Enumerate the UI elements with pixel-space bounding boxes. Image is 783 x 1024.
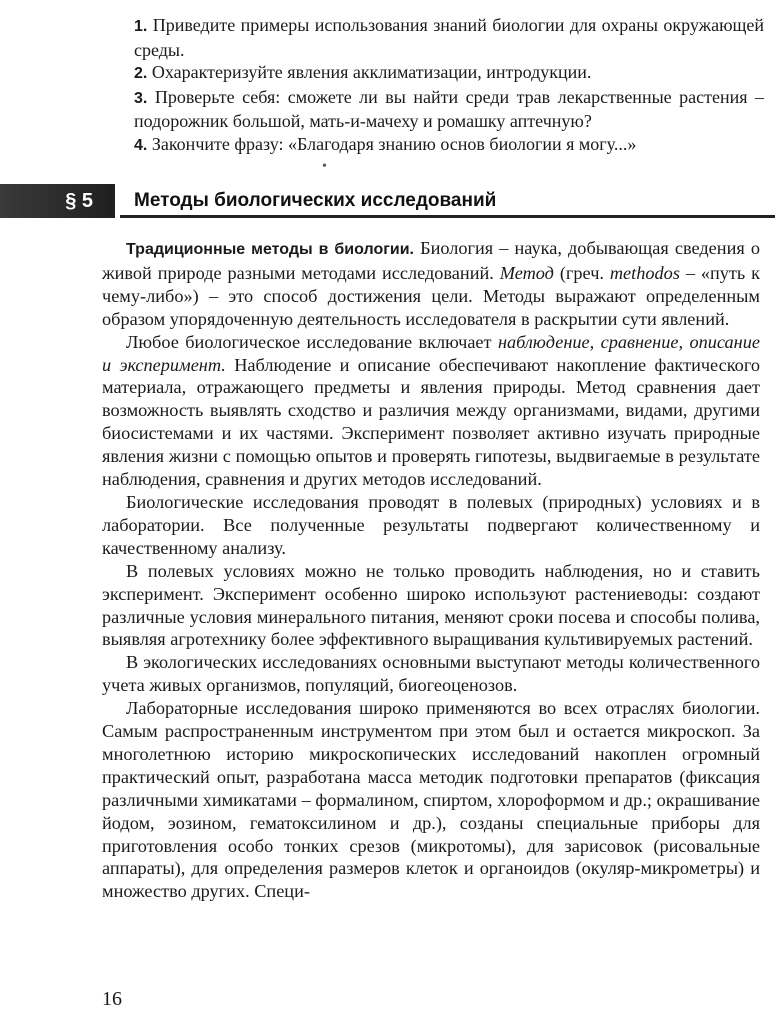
decorative-dot: •: [322, 159, 327, 174]
paragraph: Традиционные методы в биологии. Биология – наука, добывающая сведения о живой природе разными методами исследований. Метод (греч. methodos – «путь к чему-либо») – это способ достижения цели. Методы выражают определенным образом упорядоченную деятельность исследователя в раскрытии сути явлений.: [102, 238, 761, 329]
question-item: 4. Закончите фразу: «Благодаря знанию основ биологии я могу...»: [134, 133, 637, 154]
paragraph: Лабораторные исследования широко применяются во всех отраслях биологии. Самым распространенным инструментом при этом был и остается микроскоп. За многолетнюю историю микроскопических исследований накоплен огромный практический опыт, разработана масса методик подготовки препаратов (фиксация различными химикатами – формалином, спиртом, хлороформом и др.; окрашивание йодом, эозином, гематоксилином и др.), созданы специальные приборы для приготовления особо тонких срезов (микротомы), для зарисовок (рисовальные аппараты), для определения размеров клеток и органоидов (окуляр-микрометры) и множество других. Специ-: [102, 698, 760, 902]
review-questions: [134, 14, 764, 158]
question-item: 3. Проверьте себя: сможете ли вы найти среди трав лекарственные растения – подорожник большой, мать-и-мачеху и ромашку аптечную?: [134, 86, 764, 132]
paragraph: В полевых условиях можно не только проводить наблюдения, но и ставить эксперимент. Эксперимент особенно широко используют растениеводы: создают различные условия минерального питания, меняют сроки посева и способы полива, выявляя агротехнику более эффективного выращивания культивируемых растений.: [102, 560, 760, 650]
section-header: [0, 184, 783, 218]
section-title: Методы биологических исследований: [134, 190, 497, 211]
section-number: § 5: [0, 184, 115, 218]
body-text: [102, 237, 760, 903]
question-item: 2. Охарактеризуйте явления акклиматизации, интродукции.: [134, 62, 592, 83]
question-item: 1. Приведите примеры использования знаний биологии для охраны окружающей среды.: [134, 15, 764, 60]
paragraph-lead: Традиционные методы в биологии.: [126, 241, 414, 258]
paragraph: Любое биологическое исследование включает наблюдение, сравнение, описание и эксперимент. Наблюдение и описание обеспечивают накопление фактического материала, отражающего предметы и явления природы. Метод сравнения дает возможность выявлять сходство и различия между организмами, видами, другими биосистемами и их частями. Эксперимент позволяет активно изучать природные явления жизни с помощью опытов и проверять гипотезы, выдвигаемые в результате наблюдения, сравнения и других методов исследований.: [102, 331, 761, 490]
section-rule: [120, 215, 775, 218]
paragraph: Биологические исследования проводят в полевых (природных) условиях и в лаборатории. Все полученные результаты подвергают количественному и качественному анализу.: [102, 491, 760, 558]
page-number: 16: [102, 988, 122, 1010]
paragraph: В экологических исследованиях основными выступают методы количественного учета живых организмов, популяций, биогеоценозов.: [102, 652, 760, 696]
